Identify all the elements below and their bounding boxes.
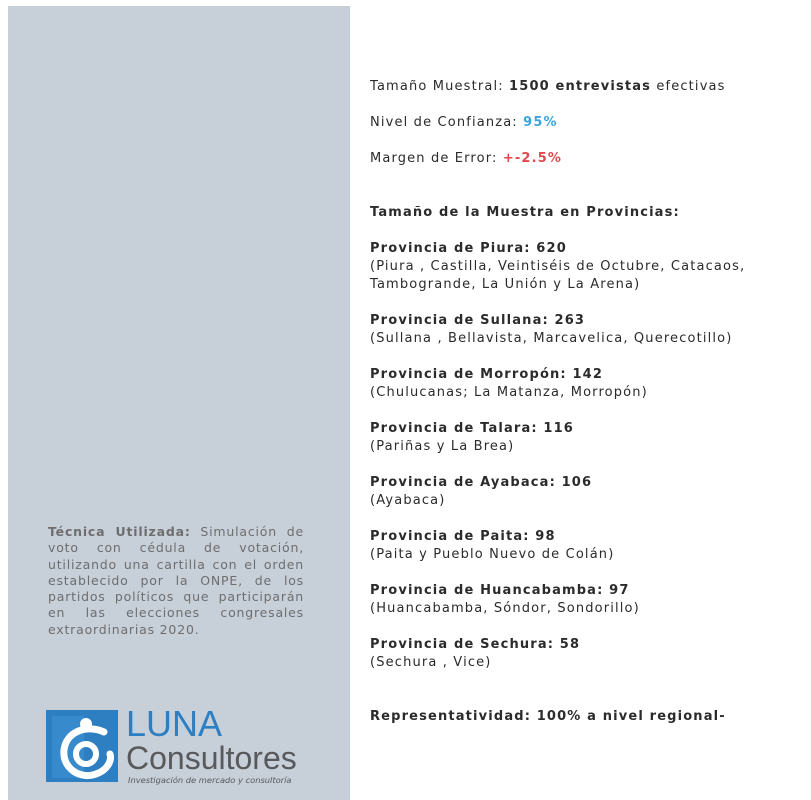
- province-block: [370, 240, 745, 294]
- error-margin-label: Margen de Error:: [370, 151, 498, 166]
- provinces-title: Tamaño de la Muestra en Provincias:: [370, 205, 680, 220]
- province-heading: Provincia de Ayabaca: 106: [370, 475, 593, 490]
- technique-text: Simulación de voto con cédula de votación, utilizando una cartilla con el orden establecido por la ONPE, de los partidos políticos que participarán en las elecciones congresales extraordinarias 2020.: [48, 524, 304, 637]
- province-block: [370, 312, 732, 348]
- province-heading: Provincia de Piura: 620: [370, 241, 567, 256]
- province-towns: (Sechura , Vice): [370, 655, 492, 670]
- province-heading: Provincia de Talara: 116: [370, 421, 575, 436]
- sample-size-line: [370, 78, 726, 96]
- province-towns: (Sullana , Bellavista, Marcavelica, Querecotillo): [370, 331, 733, 346]
- representativeness-line: Representatividad: 100% a nivel regional-: [370, 709, 726, 724]
- province-towns: (Paita y Pueblo Nuevo de Colán): [370, 547, 615, 562]
- province-towns: (Chulucanas; La Matanza, Morropón): [370, 385, 648, 400]
- logo-tagline: Investigación de mercado y consultoría: [128, 775, 292, 785]
- province-towns: (Pariñas y La Brea): [370, 439, 515, 454]
- luna-consultores-logo: [46, 703, 346, 790]
- confidence-line: [370, 114, 558, 132]
- sample-size-label: Tamaño Muestral:: [370, 79, 504, 94]
- province-heading: Provincia de Sechura: 58: [370, 637, 581, 652]
- province-block: [370, 366, 648, 402]
- logo-name-consultores: Consultores: [126, 740, 297, 776]
- confidence-label: Nivel de Confianza:: [370, 115, 518, 130]
- province-block: [370, 528, 614, 564]
- error-margin-line: [370, 150, 562, 168]
- confidence-value: 95%: [523, 115, 558, 130]
- logo-mark-icon: [46, 710, 118, 782]
- province-block: [370, 582, 640, 618]
- sample-size-value: 1500 entrevistas: [509, 79, 652, 94]
- province-heading: Provincia de Huancabamba: 97: [370, 583, 630, 598]
- sample-size-suffix: efectivas: [656, 79, 726, 94]
- province-block: [370, 636, 580, 672]
- province-heading: Provincia de Morropón: 142: [370, 367, 604, 382]
- province-block: [370, 474, 592, 510]
- province-block: [370, 420, 574, 456]
- technique-paragraph: [48, 524, 304, 638]
- province-towns: (Piura , Castilla, Veintiséis de Octubre, Catacaos,: [370, 259, 746, 274]
- logo-name-luna: LUNA: [126, 703, 223, 744]
- province-towns: Tambogrande, La Unión y La Arena): [370, 277, 641, 292]
- province-towns: (Huancabamba, Sóndor, Sondorillo): [370, 601, 640, 616]
- error-margin-value: +-2.5%: [502, 151, 563, 166]
- province-heading: Provincia de Sullana: 263: [370, 313, 586, 328]
- left-panel: [8, 6, 350, 800]
- province-heading: Provincia de Paita: 98: [370, 529, 556, 544]
- province-towns: (Ayabaca): [370, 493, 446, 508]
- technique-label: Técnica Utilizada:: [48, 524, 191, 539]
